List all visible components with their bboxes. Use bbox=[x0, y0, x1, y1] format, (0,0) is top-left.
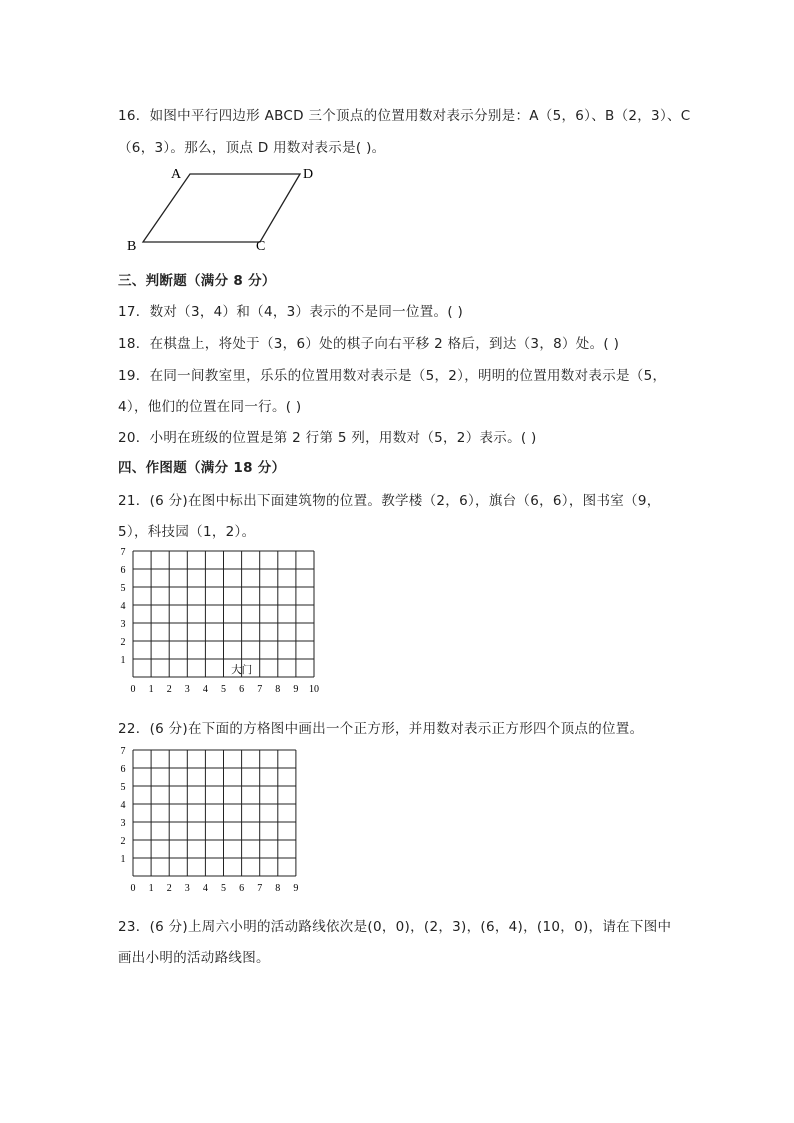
q21-grid-y-tick-label: 3 bbox=[120, 619, 126, 630]
vertex-label-a: A bbox=[171, 167, 182, 182]
vertex-label-d: D bbox=[303, 167, 314, 182]
q21-grid-x-tick-label: 2 bbox=[166, 684, 172, 695]
q21-grid-x-tick-label: 9 bbox=[293, 684, 299, 695]
q21-grid-y-tick-label: 5 bbox=[120, 583, 126, 594]
q21-text-line2: 5），科技园（1，2）。 bbox=[118, 524, 256, 540]
q22-grid-y-tick-label: 5 bbox=[120, 782, 126, 793]
q21-text-line1: 21．(6 分)在图中标出下面建筑物的位置。教学楼（2，6），旗台（6，6），图书室（9， bbox=[118, 493, 661, 509]
q21-grid-y-tick-label: 1 bbox=[120, 655, 126, 666]
q23-text-line1: 23．(6 分)上周六小明的活动路线依次是(0，0)，(2，3)，(6，4)，(10，0)，请在下图中 bbox=[118, 919, 672, 935]
q22-grid-y-tick-label: 4 bbox=[120, 800, 126, 811]
q21-grid-x-tick-label: 1 bbox=[148, 684, 154, 695]
vertex-label-c: C bbox=[256, 239, 266, 254]
q22-grid-y-tick-label: 6 bbox=[120, 764, 126, 775]
q22-grid-y-tick-label: 1 bbox=[120, 854, 126, 865]
q21-grid-x-tick-label: 0 bbox=[130, 684, 136, 695]
q17-text: 17．数对（3，4）和（4，3）表示的不是同一位置。( ) bbox=[118, 304, 464, 320]
q22-grid-x-tick-label: 5 bbox=[221, 883, 226, 894]
q22-grid-x-tick-label: 0 bbox=[130, 883, 136, 894]
q21-grid-y-tick-label: 7 bbox=[120, 547, 126, 558]
q21-grid-x-tick-label: 3 bbox=[184, 684, 190, 695]
q22-grid-x-tick-label: 9 bbox=[293, 883, 299, 894]
section-3-title: 三、判断题（满分 8 分） bbox=[118, 273, 276, 289]
q22-grid-x-tick-label: 6 bbox=[239, 883, 245, 894]
q22-grid-x-tick-label: 7 bbox=[257, 883, 263, 894]
vertex-label-b: B bbox=[127, 239, 137, 254]
q23-text-line2: 画出小明的活动路线图。 bbox=[118, 950, 270, 966]
section-4-title: 四、作图题（满分 18 分） bbox=[118, 460, 286, 476]
q22-text: 22．(6 分)在下面的方格图中画出一个正方形，并用数对表示正方形四个顶点的位置。 bbox=[118, 721, 644, 737]
q20-text: 20．小明在班级的位置是第 2 行第 5 列，用数对（5，2）表示。( ) bbox=[118, 430, 537, 446]
q22-grid-x-tick-label: 4 bbox=[202, 883, 208, 894]
q21-grid-gate-label: 大门 bbox=[231, 664, 253, 676]
q21-grid-x-tick-label: 4 bbox=[202, 684, 208, 695]
q22-grid-y-tick-label: 3 bbox=[120, 818, 126, 829]
q22-coordinate-grid bbox=[116, 746, 321, 898]
q16-text-line1: 16．如图中平行四边形 ABCD 三个顶点的位置用数对表示分别是：A（5，6）、B（2，3）、C bbox=[118, 108, 691, 124]
q21-grid-y-tick-label: 4 bbox=[120, 601, 126, 612]
q18-text: 18．在棋盘上，将处于（3，6）处的棋子向右平移 2 格后，到达（3，8）处。( ) bbox=[118, 336, 620, 352]
q22-grid-x-tick-label: 1 bbox=[148, 883, 154, 894]
q19-text-line2: 4），他们的位置在同一行。( ) bbox=[118, 399, 302, 415]
q21-grid-x-tick-label: 6 bbox=[239, 684, 245, 695]
q22-grid-x-tick-label: 3 bbox=[184, 883, 190, 894]
q22-grid-x-tick-label: 8 bbox=[275, 883, 281, 894]
q21-grid-y-tick-label: 6 bbox=[120, 565, 126, 576]
q22-grid-x-tick-label: 2 bbox=[166, 883, 172, 894]
q21-grid-x-tick-label: 8 bbox=[275, 684, 281, 695]
q19-text-line1: 19．在同一间教室里，乐乐的位置用数对表示是（5，2），明明的位置用数对表示是（5， bbox=[118, 368, 667, 384]
q16-text-line2: （6，3）。那么，顶点 D 用数对表示是( )。 bbox=[118, 140, 386, 156]
q21-coordinate-grid bbox=[116, 547, 331, 699]
q22-grid-y-tick-label: 7 bbox=[120, 746, 126, 757]
parallelogram-figure bbox=[120, 162, 330, 254]
q22-grid-y-tick-label: 2 bbox=[120, 836, 126, 847]
q21-grid-x-tick-label: 5 bbox=[221, 684, 226, 695]
q21-grid-y-tick-label: 2 bbox=[120, 637, 126, 648]
q21-grid-x-tick-label: 10 bbox=[309, 684, 319, 695]
q21-grid-x-tick-label: 7 bbox=[257, 684, 263, 695]
parallelogram-shape bbox=[143, 174, 300, 242]
